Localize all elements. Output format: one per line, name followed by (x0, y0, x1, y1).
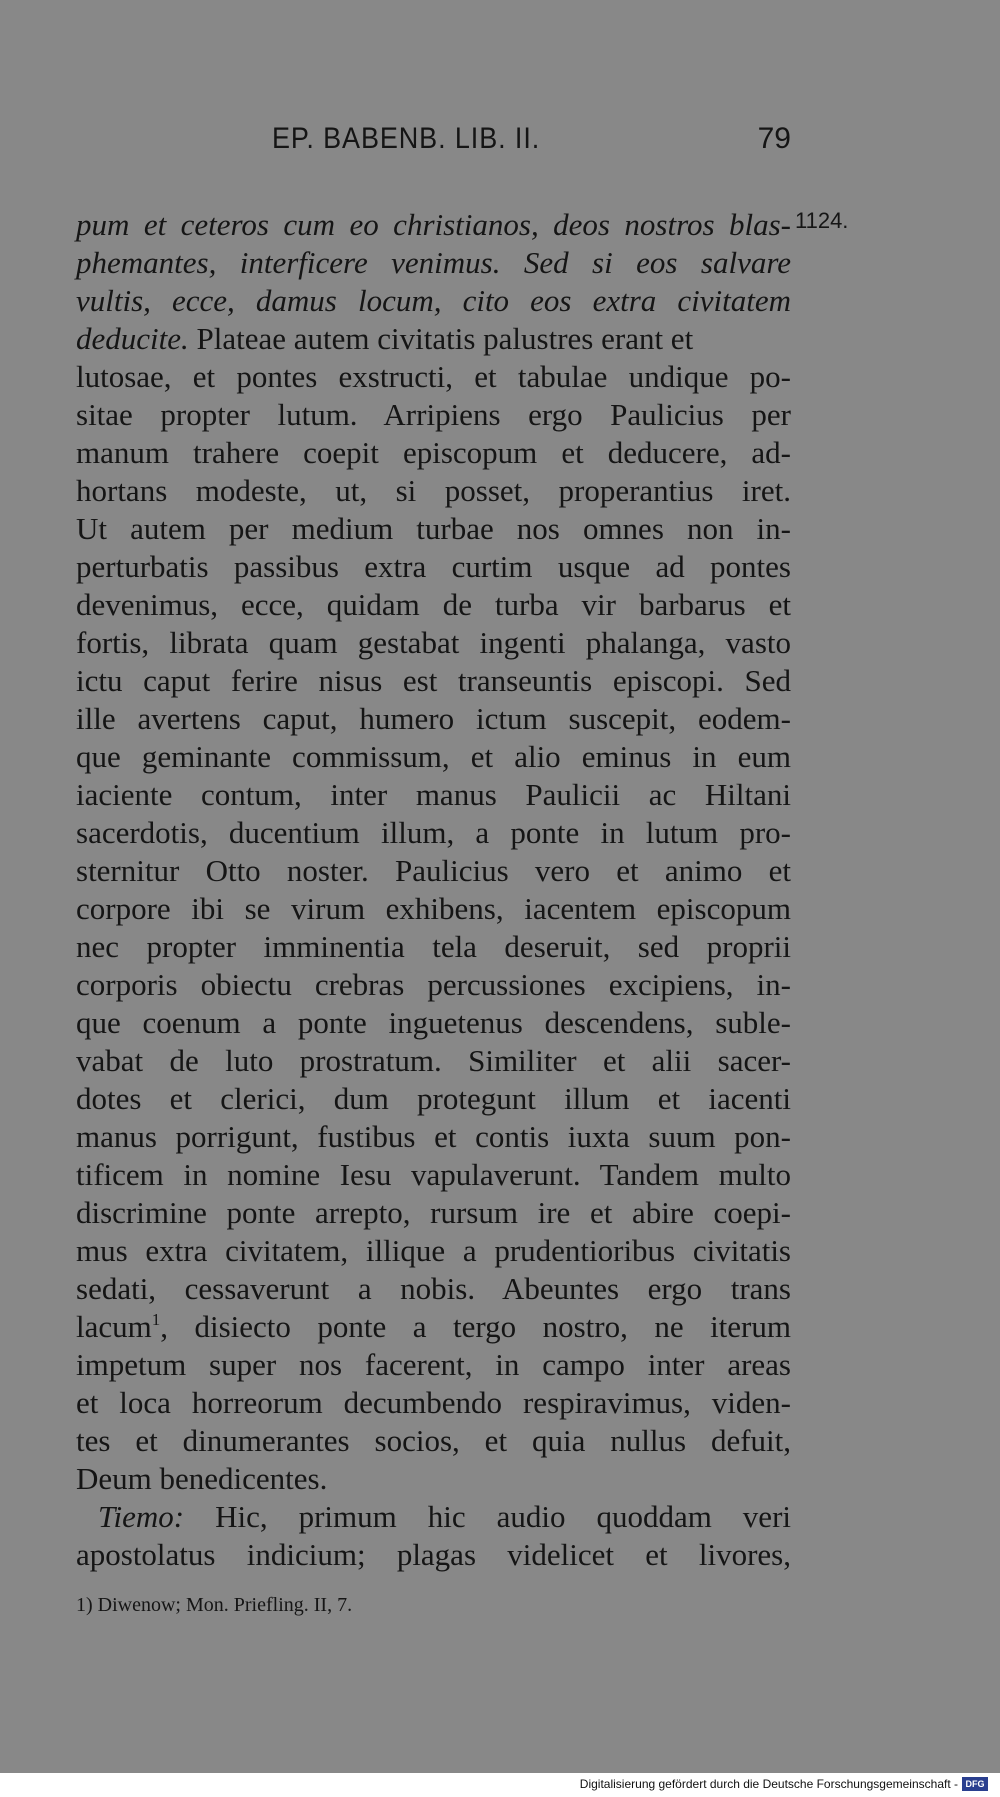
digitization-credit (580, 1775, 988, 1793)
text-fragment: Plateae autem civitatis palustres erant et (196, 321, 694, 356)
text-line: corpore ibi se virum exhibens, iacentem episcopum (76, 891, 791, 926)
text-line: sitae propter lutum. Arripiens ergo Paulicius per (76, 397, 791, 432)
text-line: sternitur Otto noster. Paulicius vero et animo et (76, 853, 791, 888)
text-line: manum trahere coepit episcopum et deducere, ad- (76, 435, 791, 470)
text-line (76, 320, 791, 358)
text-line: discrimine ponte arrepto, rursum ire et abire coepi- (76, 1195, 791, 1230)
text-line: perturbatis passibus extra curtim usque ad pontes (76, 549, 791, 584)
text-line: que coenum a ponte inguetenus descendens, suble- (76, 1005, 791, 1040)
text-line: et loca horreorum decumbendo respiravimus, viden- (76, 1385, 791, 1420)
text-line: hortans modeste, ut, si posset, properantius iret. (76, 473, 791, 508)
text-line: pum et ceteros cum eo christianos, deos nostros blas- (76, 207, 791, 242)
text-line: vabat de luto prostratum. Similiter et alii sacer- (76, 1043, 791, 1078)
speaker-name: Tiemo: (98, 1499, 185, 1534)
text-line: Deum benedicentes. (76, 1461, 328, 1496)
text-line: manus porrigunt, fustibus et contis iuxta suum pon- (76, 1119, 791, 1154)
text-line: mus extra civitatem, illique a prudentioribus civitatis (76, 1233, 791, 1268)
text-line: dotes et clerici, dum protegunt illum et iacenti (76, 1081, 791, 1116)
text-line: vultis, ecce, damus locum, cito eos extra civitatem (76, 283, 791, 318)
text-line: fortis, librata quam gestabat ingenti phalanga, vasto (76, 625, 791, 660)
text-line: ille avertens caput, humero ictum suscepit, eodem- (76, 701, 791, 736)
text-line (76, 1498, 791, 1536)
text-line: apostolatus indicium; plagas videlicet et livores, (76, 1537, 791, 1572)
footnote-marker: 1 (151, 1310, 161, 1329)
text-line: impetum super nos facerent, in campo inter areas (76, 1347, 791, 1382)
text-line: sedati, cessaverunt a nobis. Abeuntes ergo trans (76, 1271, 791, 1306)
text-line: lutosae, et pontes exstructi, et tabulae undique po- (76, 359, 791, 394)
credit-text: Digitalisierung gefördert durch die Deutsche Forschungsgemeinschaft - (579, 1777, 958, 1791)
text-line: devenimus, ecce, quidam de turba vir barbarus et (76, 587, 791, 622)
text-line: tes et dinumerantes socios, et quia nullus defuit, (76, 1423, 791, 1458)
footnote: 1) Diwenow; Mon. Priefling. II, 7. (76, 1594, 353, 1616)
body-text (76, 206, 791, 1574)
text-line: ictu caput ferire nisus est transeuntis episcopi. Sed (76, 663, 791, 698)
running-title: EP. BABENB. LIB. II. (272, 122, 541, 155)
page-number: 79 (757, 122, 791, 155)
text-line: sacerdotis, ducentium illum, a ponte in lutum pro- (76, 815, 791, 850)
text-fragment: Hic, primum hic audio quoddam veri (215, 1499, 792, 1534)
margin-year-note: 1124. (795, 208, 849, 233)
text-line: tificem in nomine Iesu vapulaverunt. Tandem multo (76, 1157, 791, 1192)
text-line: corporis obiectu crebras percussiones excipiens, in- (76, 967, 791, 1002)
text-line (76, 1308, 791, 1346)
dfg-logo-icon: DFG (962, 1777, 988, 1791)
text-line: Ut autem per medium turbae nos omnes non in- (76, 511, 791, 546)
text-line: iaciente contum, inter manus Paulicii ac Hiltani (76, 777, 791, 812)
text-line: nec propter imminentia tela deseruit, sed proprii (76, 929, 791, 964)
text-line: phemantes, interficere venimus. Sed si eos salvare (76, 245, 791, 280)
text-fragment: lacum (76, 1309, 152, 1344)
page-header (76, 122, 791, 166)
text-line: que geminante commissum, et alio eminus in eum (76, 739, 791, 774)
text-fragment: deducite. (76, 321, 189, 356)
text-fragment: , disiecto ponte a tergo nostro, ne iterum (160, 1309, 791, 1344)
